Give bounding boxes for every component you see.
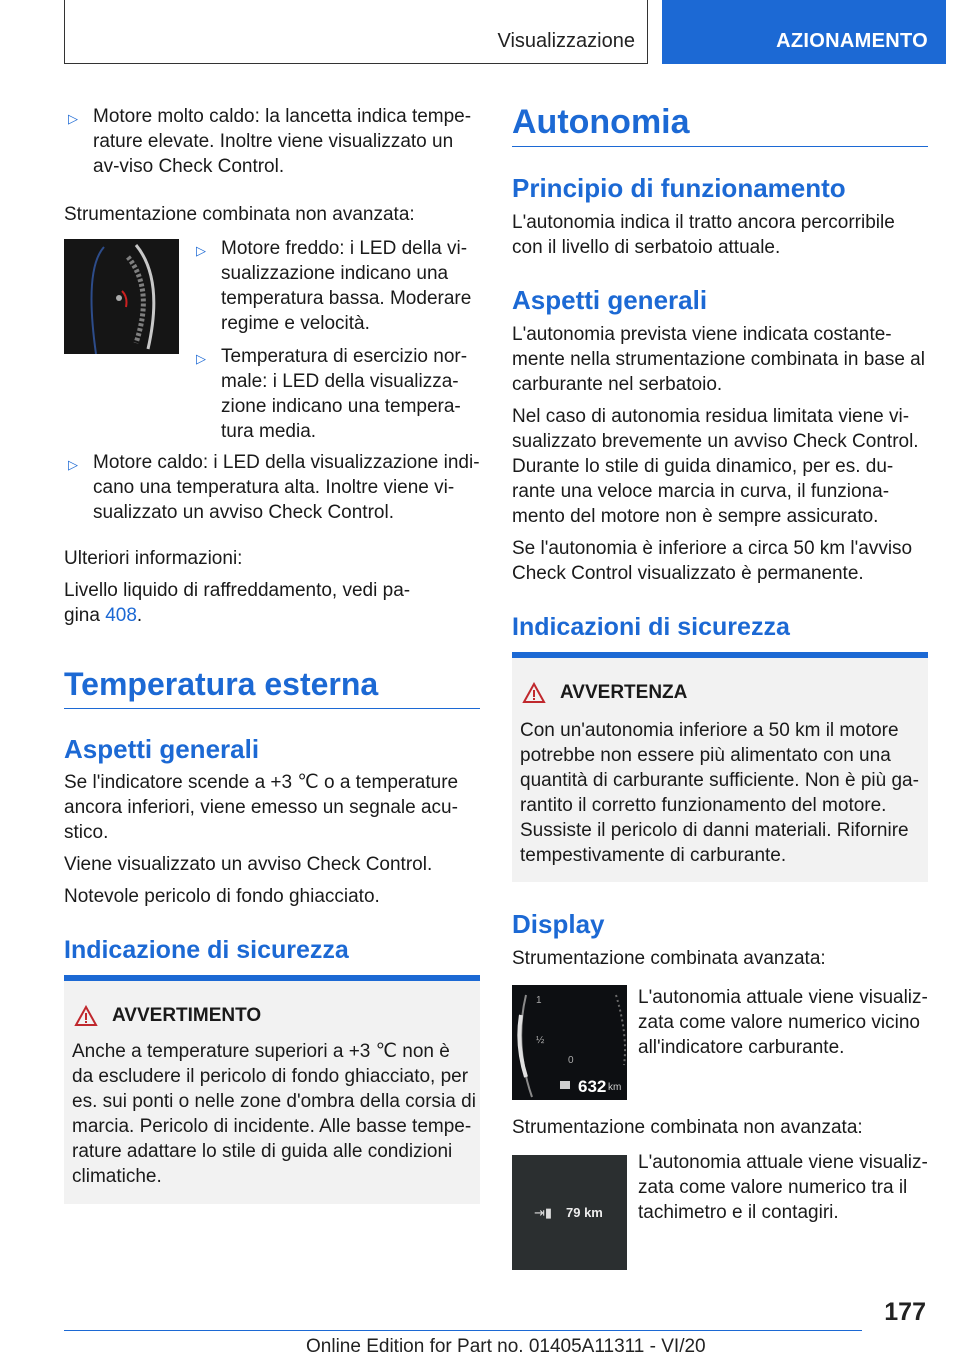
range-paragraph-2: Nel caso di autonomia residua limitata viene vi-sualizzato brevemente un avviso Check Control. Durante lo stile di guida dinamico, per es. du-rante una veloce marcia in curva, il funziona-mento del motore non è sempre assicurato. xyxy=(512,406,919,527)
advanced-range-image xyxy=(512,985,627,1100)
warning-text-right: Con un'autonomia inferiore a 50 km il motore potrebbe non essere più alimentato con una quantità di carburante sufficiente. Non è più ga-rantito il corretto funzionamento del motore. Sussiste il pericolo di danni materiali. Rifornire tempestivamente di carburante. xyxy=(520,720,919,866)
coolant-reference: Livello liquido di raffreddamento, vedi pa-gina 408. xyxy=(64,580,411,626)
footer-rule xyxy=(64,1330,862,1331)
heading-safety-left: Indicazione di sicurezza xyxy=(64,936,349,964)
warning-box-right xyxy=(512,652,928,882)
bullet-triangle-icon: ▷ xyxy=(68,457,78,472)
general-paragraph-3: Notevole pericolo di fondo ghiacciato. xyxy=(64,886,380,907)
bullet-warm xyxy=(64,450,480,525)
bullet-normal xyxy=(192,344,480,444)
warning-text-left: Anche a temperature superiori a +3 ℃ non è da escludere il pericolo di fondo ghiacciato, per es. sui ponti o nelle zone d'ombra della corsia di marcia. Pericolo di incidente. Alle basse tempe-rature adattare lo stile di guida alle condizioni climatiche. xyxy=(72,1041,476,1187)
range-paragraph-3: Se l'autonomia è inferiore a circa 50 km l'avviso Check Control visualizzato è permanente. xyxy=(512,538,913,584)
non-advanced-label-right: Strumentazione combinata non avanzata: xyxy=(512,1117,863,1138)
bullet-normal-text: Temperatura di esercizio nor-male: i LED della visualizza-zione indicano una tempera-tura media. xyxy=(221,346,468,442)
warning-triangle-icon xyxy=(74,1005,98,1027)
bullet-cold xyxy=(192,236,480,336)
heading-outside-temperature: Temperatura esterna xyxy=(64,664,480,709)
bullet-cold-text: Motore freddo: i LED della vi-sualizzazione indicano una temperatura bassa. Moderare regime e velocità. xyxy=(221,238,472,334)
fuel-pump-icon: ⇥▮ xyxy=(534,1205,553,1220)
warning-triangle-icon xyxy=(522,682,546,704)
temperature-gauge-image xyxy=(64,239,179,354)
coolant-reference-text: Livello liquido di raffreddamento, vedi pa-gina xyxy=(64,580,411,626)
coolant-page-link[interactable]: 408 xyxy=(105,605,137,626)
heading-display: Display xyxy=(512,909,605,939)
header-chapter-label: AZIONAMENTO xyxy=(776,30,928,52)
bullet-triangle-icon: ▷ xyxy=(68,111,78,126)
heading-general-right: Aspetti generali xyxy=(512,285,708,315)
range-unit: km xyxy=(608,1082,622,1093)
non-advanced-text: L'autonomia attuale viene visualiz-zata come valore numerico tra il tachimetro e il contagiri. xyxy=(638,1152,928,1223)
general-paragraph-2: Viene visualizzato un avviso Check Control. xyxy=(64,854,433,875)
range-value-small: 79 km xyxy=(566,1205,603,1220)
range-value: 632 xyxy=(578,1077,607,1096)
footer-edition: Online Edition for Part no. 01405A11311 - VI/20 xyxy=(306,1336,706,1357)
more-info-label: Ulteriori informazioni: xyxy=(64,548,243,569)
advanced-label: Strumentazione combinata avanzata: xyxy=(512,948,826,969)
advanced-text: L'autonomia attuale viene visualiz-zata come valore numerico vicino all'indicatore carburante. xyxy=(638,987,928,1058)
heading-range: Autonomia xyxy=(512,102,928,147)
warning-title-left: AVVERTIMENTO xyxy=(112,1005,262,1026)
warning-title-right: AVVERTENZA xyxy=(560,682,688,703)
warning-box-left xyxy=(64,975,480,1204)
bullet-hot xyxy=(64,104,480,179)
fuel-tick-half: ½ xyxy=(536,1035,545,1046)
non-advanced-range-image xyxy=(512,1155,627,1270)
general-paragraph-1: Se l'indicatore scende a +3 ℃ o a temperature ancora inferiori, viene emesso un segnale acu-stico. xyxy=(64,772,459,843)
bullet-warm-text: Motore caldo: i LED della visualizzazione indi-cano una temperatura alta. Inoltre viene vi-sualizzato un avviso Check Control. xyxy=(93,452,480,523)
non-advanced-label: Strumentazione combinata non avanzata: xyxy=(64,204,415,225)
bullet-hot-text: Motore molto caldo: la lancetta indica tempe-rature elevate. Inoltre viene visualizzato un av-viso Check Control. xyxy=(93,106,472,177)
principle-text: L'autonomia indica il tratto ancora percorribile con il livello di serbatoio attuale. xyxy=(512,212,895,258)
header-section-label: Visualizzazione xyxy=(497,30,635,52)
header-chapter-tab xyxy=(662,0,946,64)
range-paragraph-1: L'autonomia prevista viene indicata costante-mente nella strumentazione combinata in base al carburante nel serbatoio. xyxy=(512,324,925,395)
heading-safety-right: Indicazioni di sicurezza xyxy=(512,613,790,641)
header-section-tab xyxy=(64,0,648,64)
bullet-triangle-icon: ▷ xyxy=(196,243,206,258)
bullet-triangle-icon: ▷ xyxy=(196,351,206,366)
heading-general-left: Aspetti generali xyxy=(64,734,260,764)
page-number: 177 xyxy=(884,1298,926,1326)
fuel-tick-empty: 0 xyxy=(568,1055,574,1066)
heading-principle: Principio di funzionamento xyxy=(512,173,846,203)
fuel-tick-full: 1 xyxy=(536,995,542,1006)
